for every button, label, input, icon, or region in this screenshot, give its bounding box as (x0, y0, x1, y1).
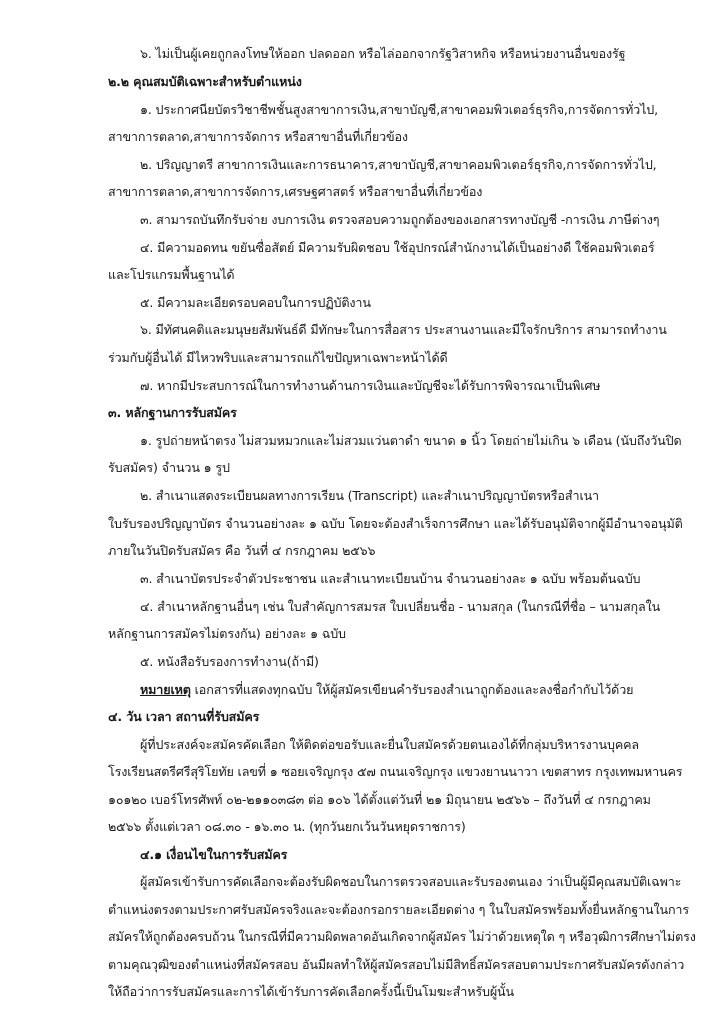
section-heading-4: ๔. วัน เวลา สถานที่รับสมัคร (108, 709, 260, 724)
specific-qualification-4: ๔. มีความอดทน ขยันซื่อสัตย์ มีความรับผิดชอบ ใช้อุปกรณ์สำนักงานได้เป็นอย่างดี ใช้คอมพิวเตอร์ (140, 240, 655, 255)
evidence-item-2-cont: ใบรับรองปริญญาบัตร จำนวนอย่างละ ๑ ฉบับ โดยจะต้องสำเร็จการศึกษา และได้รับอนุมัติจากผู้มีอำนาจอนุมัติ (108, 516, 683, 531)
evidence-item-2: ๒. สำเนาแสดงระเบียนผลทางการเรียน (Transcript) และสำเนาปริญญาบัตรหรือสำเนา (140, 488, 599, 503)
remark-label: หมายเหตุ (140, 682, 191, 697)
evidence-item-2-cont2: ภายในวันปิดรับสมัคร คือ วันที่ ๔ กรกฎาคม ๒๕๖๖ (108, 543, 376, 558)
remark-text: เอกสารที่แสดงทุกฉบับ ให้ผู้สมัครเขียนคำรับรองสำเนาถูกต้องและลงชื่อกำกับไว้ด้วย (190, 682, 634, 697)
conditions-para-4: ตามคุณวุฒิของตำแหน่งที่สมัครสอบ อันมีผลทำให้ผู้สมัครสอบไม่มีสิทธิ์สมัครสอบตามประกาศรับสมัครดังกล่าว (108, 957, 685, 972)
evidence-item-5: ๕. หนังสือรับรองการทำงาน(ถ้ามี) (140, 654, 319, 669)
evidence-item-4: ๔. สำเนาหลักฐานอื่นๆ เช่น ใบสำคัญการสมรส ใบเปลี่ยนชื่อ - นามสกุล (ในกรณีที่ชื่อ – นามสกุลใน (140, 599, 661, 614)
conditions-para-3: สมัครให้ถูกต้องครบถ้วน ในกรณีที่มีความผิดพลาดอันเกิดจากผู้สมัคร ไม่ว่าด้วยเหตุใด ๆ หรือวุฒิการศึกษาไม่ตรง (108, 929, 696, 944)
specific-qualification-3: ๓. สามารถบันทึกรับจ่าย งบการเงิน ตรวจสอบความถูกต้องของเอกสารทางบัญชี -การเงิน ภาษีต่างๆ (140, 212, 660, 227)
specific-qualification-1: ๑. ประกาศนียบัตรวิชาชีพชั้นสูงสาขาการเงิน,สาขาบัญชี,สาขาคอมพิวเตอร์ธุรกิจ,การจัดการทั่วไป, (140, 102, 658, 117)
evidence-item-3: ๓. สำเนาบัตรประจำตัวประชาชน และสำเนาทะเบียนบ้าน จำนวนอย่างละ ๑ ฉบับ พร้อมต้นฉบับ (140, 571, 641, 586)
conditions-para-5: ให้ถือว่าการรับสมัครและการได้เข้ารับการคัดเลือกครั้งนี้เป็นโมฆะสำหรับผู้นั้น (108, 984, 514, 999)
application-location-para-2: โรงเรียนสตรีศรีสุริโยทัย เลขที่ ๑ ซอยเจริญกรุง ๕๗ ถนนเจริญกรุง แขวงยานนาวา เขตสาทร กรุงเทพมหานคร (108, 764, 683, 779)
conditions-para-2: ตำแหน่งตรงตามประกาศรับสมัครจริงและจะต้องกรอกรายละเอียดต่าง ๆ ในใบสมัครพร้อมทั้งยื่นหลักฐานในการ (108, 902, 689, 917)
application-location-para-4: ๒๕๖๖ ตั้งแต่เวลา ๐๘.๓๐ - ๑๖.๓๐ น. (ทุกวันยกเว้นวันหยุดราชการ) (108, 819, 466, 834)
specific-qualification-6: ๖. มีทัศนคติและมนุษยสัมพันธ์ดี มีทักษะในการสื่อสาร ประสานงานและมีใจรักบริการ สามารถทำงาน (140, 322, 667, 337)
qualification-item-6: ๖. ไม่เป็นผู้เคยถูกลงโทษให้ออก ปลดออก หรือไล่ออกจากรัฐวิสาหกิจ หรือหน่วยงานอื่นของรัฐ (140, 46, 626, 61)
specific-qualification-7: ๗. หากมีประสบการณ์ในการทำงานด้านการเงินและบัญชีจะได้รับการพิจารณาเป็นพิเศษ (140, 378, 601, 393)
evidence-item-1: ๑. รูปถ่ายหน้าตรง ไม่สวมหมวกและไม่สวมแว่นตาดำ ขนาด ๑ นิ้ว โดยถ่ายไม่เกิน ๖ เดือน (นับถึงวันปิด (140, 433, 682, 448)
conditions-para: ผู้สมัครเข้ารับการคัดเลือกจะต้องรับผิดชอบในการตรวจสอบและรับรองตนเอง ว่าเป็นผู้มีคุณสมบัติเฉพาะ (140, 874, 682, 889)
application-location-para: ผู้ที่ประสงค์จะสมัครคัดเลือก ให้ติดต่อขอรับและยื่นใบสมัครด้วยตนเองได้ที่กลุ่มบริหารงานบุคคล (140, 737, 639, 752)
application-location-para-3: ๑๐๑๒๐ เบอร์โทรศัพท์ ๐๒-๒๑๑๐๓๘๓ ต่อ ๑๐๖ ได้ตั้งแต่วันที่ ๒๑ มิถุนายน ๒๕๖๖ – ถึงวันที่ ๔ กรกฎาคม (108, 792, 651, 807)
evidence-item-1-cont: รับสมัคร) จำนวน ๑ รูป (108, 460, 230, 475)
specific-qualification-5: ๕. มีความละเอียดรอบคอบในการปฏิบัติงาน (140, 295, 371, 310)
evidence-item-4-cont: หลักฐานการสมัครไม่ตรงกัน) อย่างละ ๑ ฉบับ (108, 626, 346, 641)
specific-qualification-2-cont: สาขาการตลาด,สาขาการจัดการ,เศรษฐศาสตร์ หรือสาขาอื่นที่เกี่ยวข้อง (108, 184, 483, 199)
section-heading-3: ๓. หลักฐานการรับสมัคร (108, 405, 237, 420)
specific-qualification-1-cont: สาขาการตลาด,สาขาการจัดการ หรือสาขาอื่นที่เกี่ยวข้อง (108, 129, 408, 144)
section-heading-4-1: ๔.๑ เงื่อนไขในการรับสมัคร (140, 847, 288, 862)
specific-qualification-4-cont: และโปรแกรมพื้นฐานได้ (108, 267, 235, 282)
specific-qualification-2: ๒. ปริญญาตรี สาขาการเงินและการธนาคาร,สาขาบัญชี,สาขาคอมพิวเตอร์ธุรกิจ,การจัดการทั่วไป, (140, 157, 657, 172)
specific-qualification-6-cont: ร่วมกับผู้อื่นได้ มีไหวพริบและสามารถแก้ไขปัญหาเฉพาะหน้าได้ดี (108, 350, 448, 365)
section-heading-2-2: ๒.๒ คุณสมบัติเฉพาะสำหรับตำแหน่ง (108, 74, 302, 89)
remark-line (140, 681, 633, 699)
